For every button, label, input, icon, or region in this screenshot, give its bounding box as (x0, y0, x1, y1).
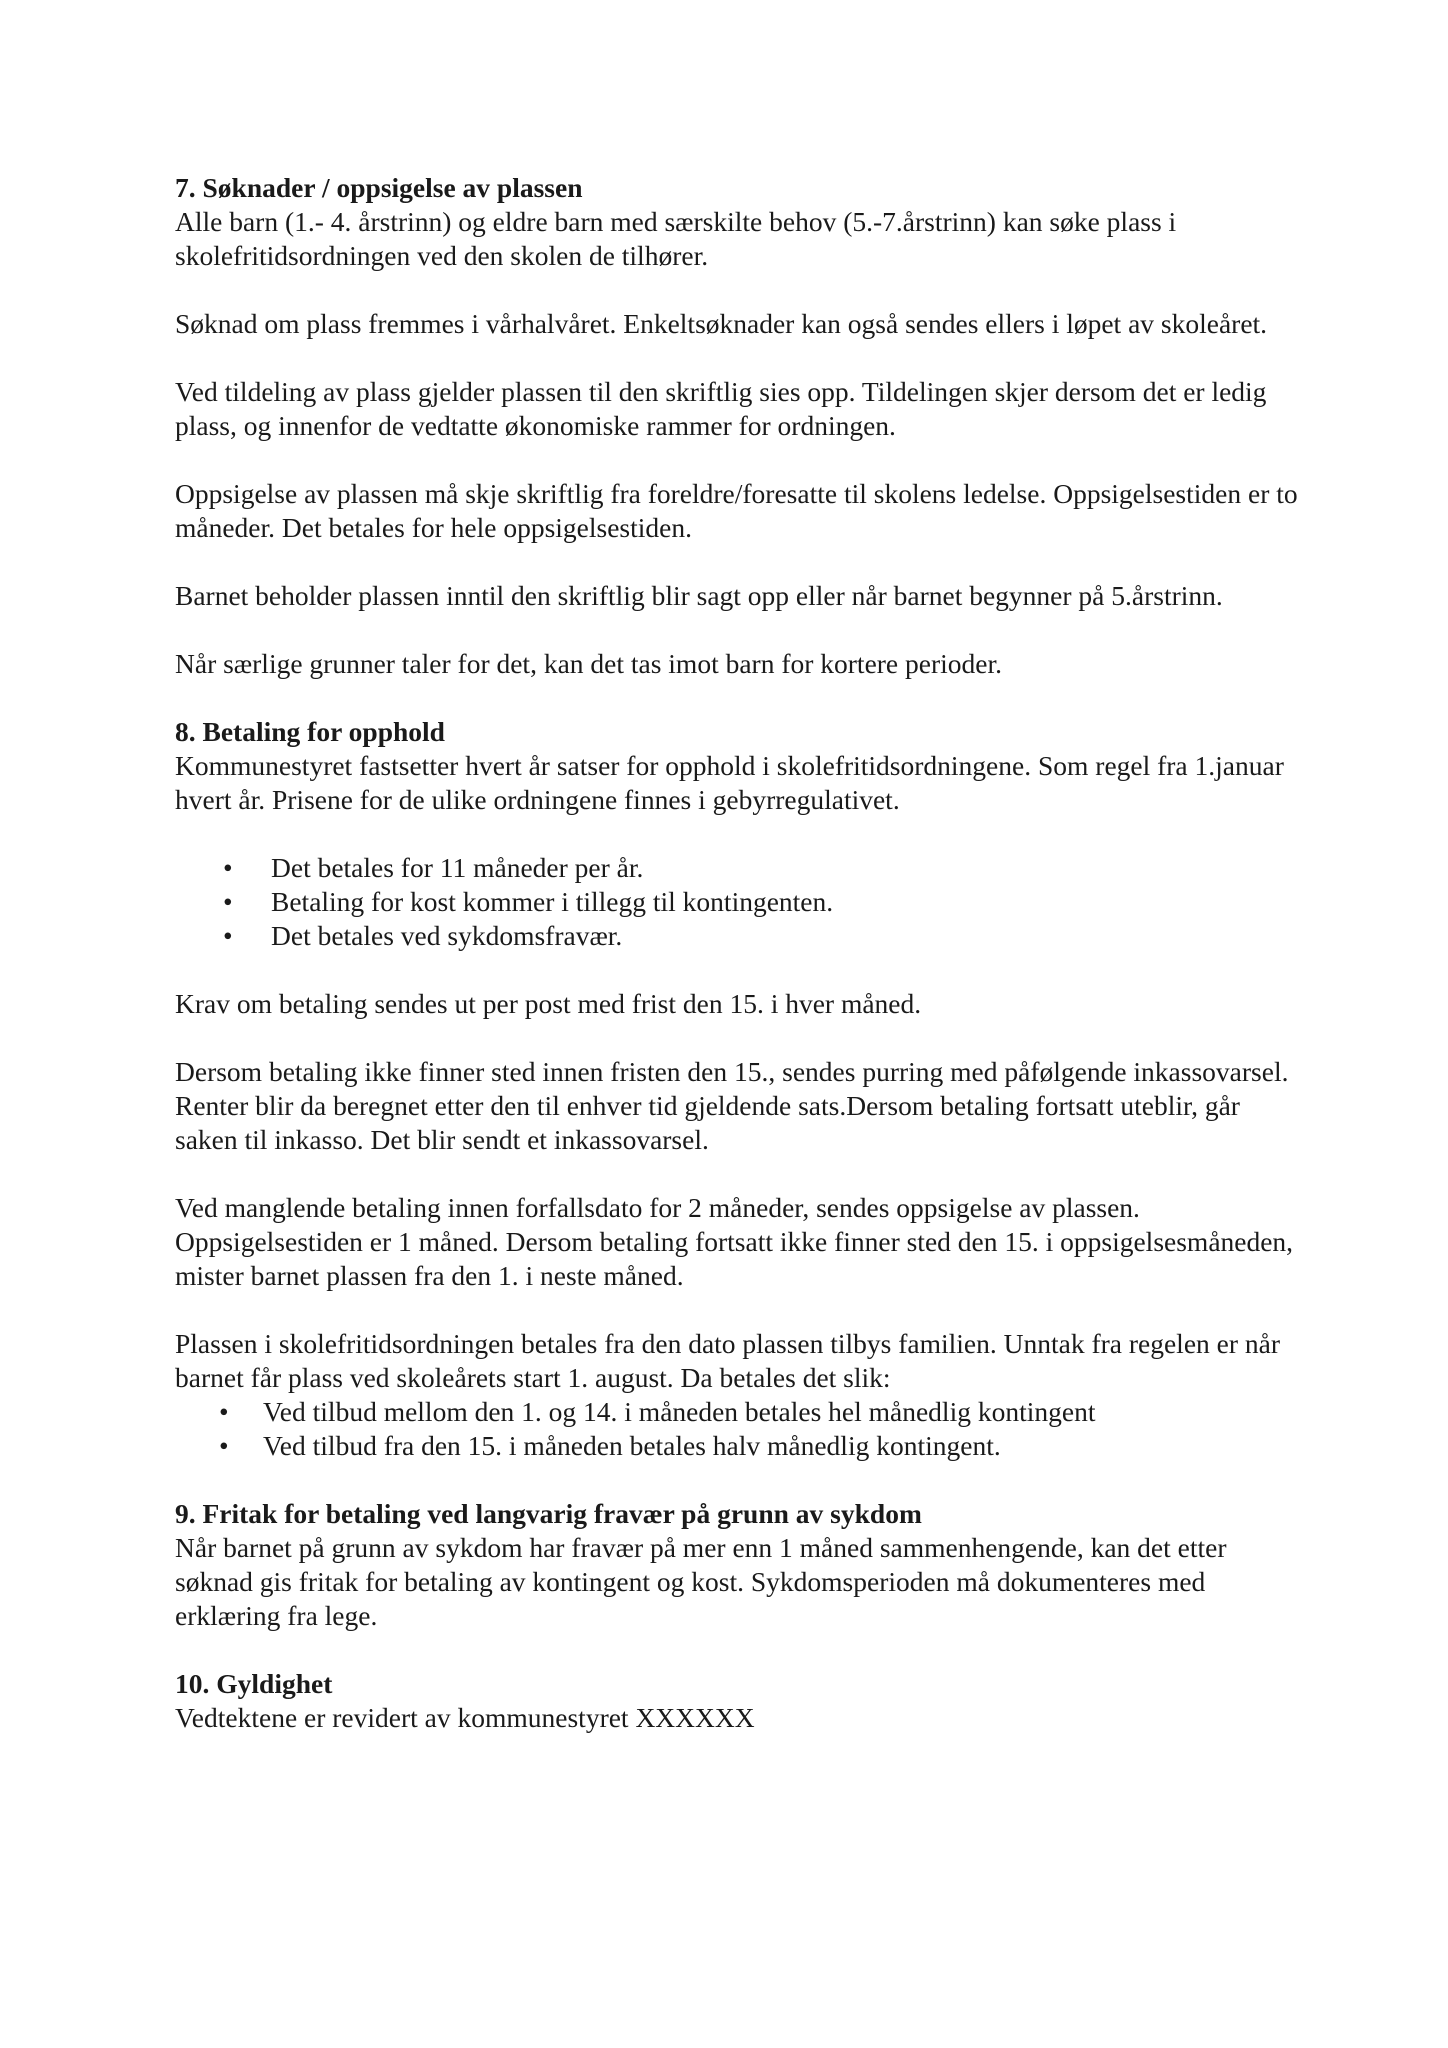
section-8-bullet-list-1 (175, 851, 1305, 953)
bullet-icon: • (223, 920, 233, 951)
list-item (175, 919, 1305, 953)
section-10-heading: 10. Gyldighet (175, 1668, 333, 1699)
section-7-paragraph-2: Søknad om plass fremmes i vårhalvåret. Enkeltsøknader kan også sendes ellers i løpet av skoleåret. (175, 308, 1268, 339)
section-8-heading: 8. Betaling for opphold (175, 716, 445, 747)
section-7-paragraph-4: Oppsigelse av plassen må skje skriftlig fra foreldre/foresatte til skolens ledelse. Oppsigelsestiden er to måneder. Det betales for hele oppsigelsestiden. (175, 478, 1298, 543)
list-item (175, 1395, 1305, 1429)
list-item (175, 851, 1305, 885)
bullet-icon: • (223, 886, 233, 917)
section-8-paragraph-3: Dersom betaling ikke finner sted innen fristen den 15., sendes purring med påfølgende inkassovarsel. Renter blir da beregnet etter den til enhver tid gjeldende sats.Dersom betaling fortsatt uteblir, går saken til inkasso. Det blir sendt et inkassovarsel. (175, 1056, 1289, 1155)
section-7-paragraph-5: Barnet beholder plassen inntil den skriftlig blir sagt opp eller når barnet begynner på 5.årstrinn. (175, 580, 1223, 611)
list-item-text: Ved tilbud fra den 15. i måneden betales halv månedlig kontingent. (263, 1430, 1001, 1461)
section-8-paragraph-1: Kommunestyret fastsetter hvert år satser for opphold i skolefritidsordningene. Som regel fra 1.januar hvert år. Prisene for de ulike ordningene finnes i gebyrregulativet. (175, 750, 1284, 815)
section-10-paragraph-1: Vedtektene er revidert av kommunestyret XXXXXX (175, 1702, 755, 1733)
list-item-text: Det betales for 11 måneder per år. (271, 852, 644, 883)
section-9 (175, 1497, 1305, 1633)
section-7 (175, 171, 1305, 681)
list-item (175, 1429, 1305, 1463)
section-7-paragraph-6: Når særlige grunner taler for det, kan det tas imot barn for kortere perioder. (175, 648, 1002, 679)
section-9-paragraph-1: Når barnet på grunn av sykdom har fravær på mer enn 1 måned sammenhengende, kan det etter søknad gis fritak for betaling av kontingent og kost. Sykdomsperioden må dokumenteres med erklæring fra lege. (175, 1532, 1227, 1631)
section-7-paragraph-3: Ved tildeling av plass gjelder plassen til den skriftlig sies opp. Tildelingen skjer dersom det er ledig plass, og innenfor de vedtatte økonomiske rammer for ordningen. (175, 376, 1267, 441)
bullet-icon: • (219, 1430, 229, 1461)
section-8 (175, 715, 1305, 1463)
section-8-paragraph-4: Ved manglende betaling innen forfallsdato for 2 måneder, sendes oppsigelse av plassen. Oppsigelsestiden er 1 måned. Dersom betaling fortsatt ikke finner sted den 15. i oppsigelsesmåneden, mister barnet plassen fra den 1. i neste måned. (175, 1192, 1294, 1291)
list-item-text: Ved tilbud mellom den 1. og 14. i måneden betales hel månedlig kontingent (263, 1396, 1096, 1427)
section-10 (175, 1667, 1305, 1735)
document-page (175, 171, 1305, 1769)
section-8-paragraph-2: Krav om betaling sendes ut per post med frist den 15. i hver måned. (175, 988, 922, 1019)
section-9-heading: 9. Fritak for betaling ved langvarig fravær på grunn av sykdom (175, 1498, 922, 1529)
list-item (175, 885, 1305, 919)
list-item-text: Det betales ved sykdomsfravær. (271, 920, 623, 951)
bullet-icon: • (223, 852, 233, 883)
list-item-text: Betaling for kost kommer i tillegg til kontingenten. (271, 886, 834, 917)
section-8-bullet-list-2 (175, 1395, 1305, 1463)
section-7-heading: 7. Søknader / oppsigelse av plassen (175, 172, 583, 203)
section-8-paragraph-5: Plassen i skolefritidsordningen betales fra den dato plassen tilbys familien. Unntak fra regelen er når barnet får plass ved skoleårets start 1. august. Da betales det slik: (175, 1328, 1281, 1393)
bullet-icon: • (219, 1396, 229, 1427)
section-7-paragraph-1: Alle barn (1.- 4. årstrinn) og eldre barn med særskilte behov (5.-7.årstrinn) kan søke plass i skolefritidsordningen ved den skolen de tilhører. (175, 206, 1177, 271)
